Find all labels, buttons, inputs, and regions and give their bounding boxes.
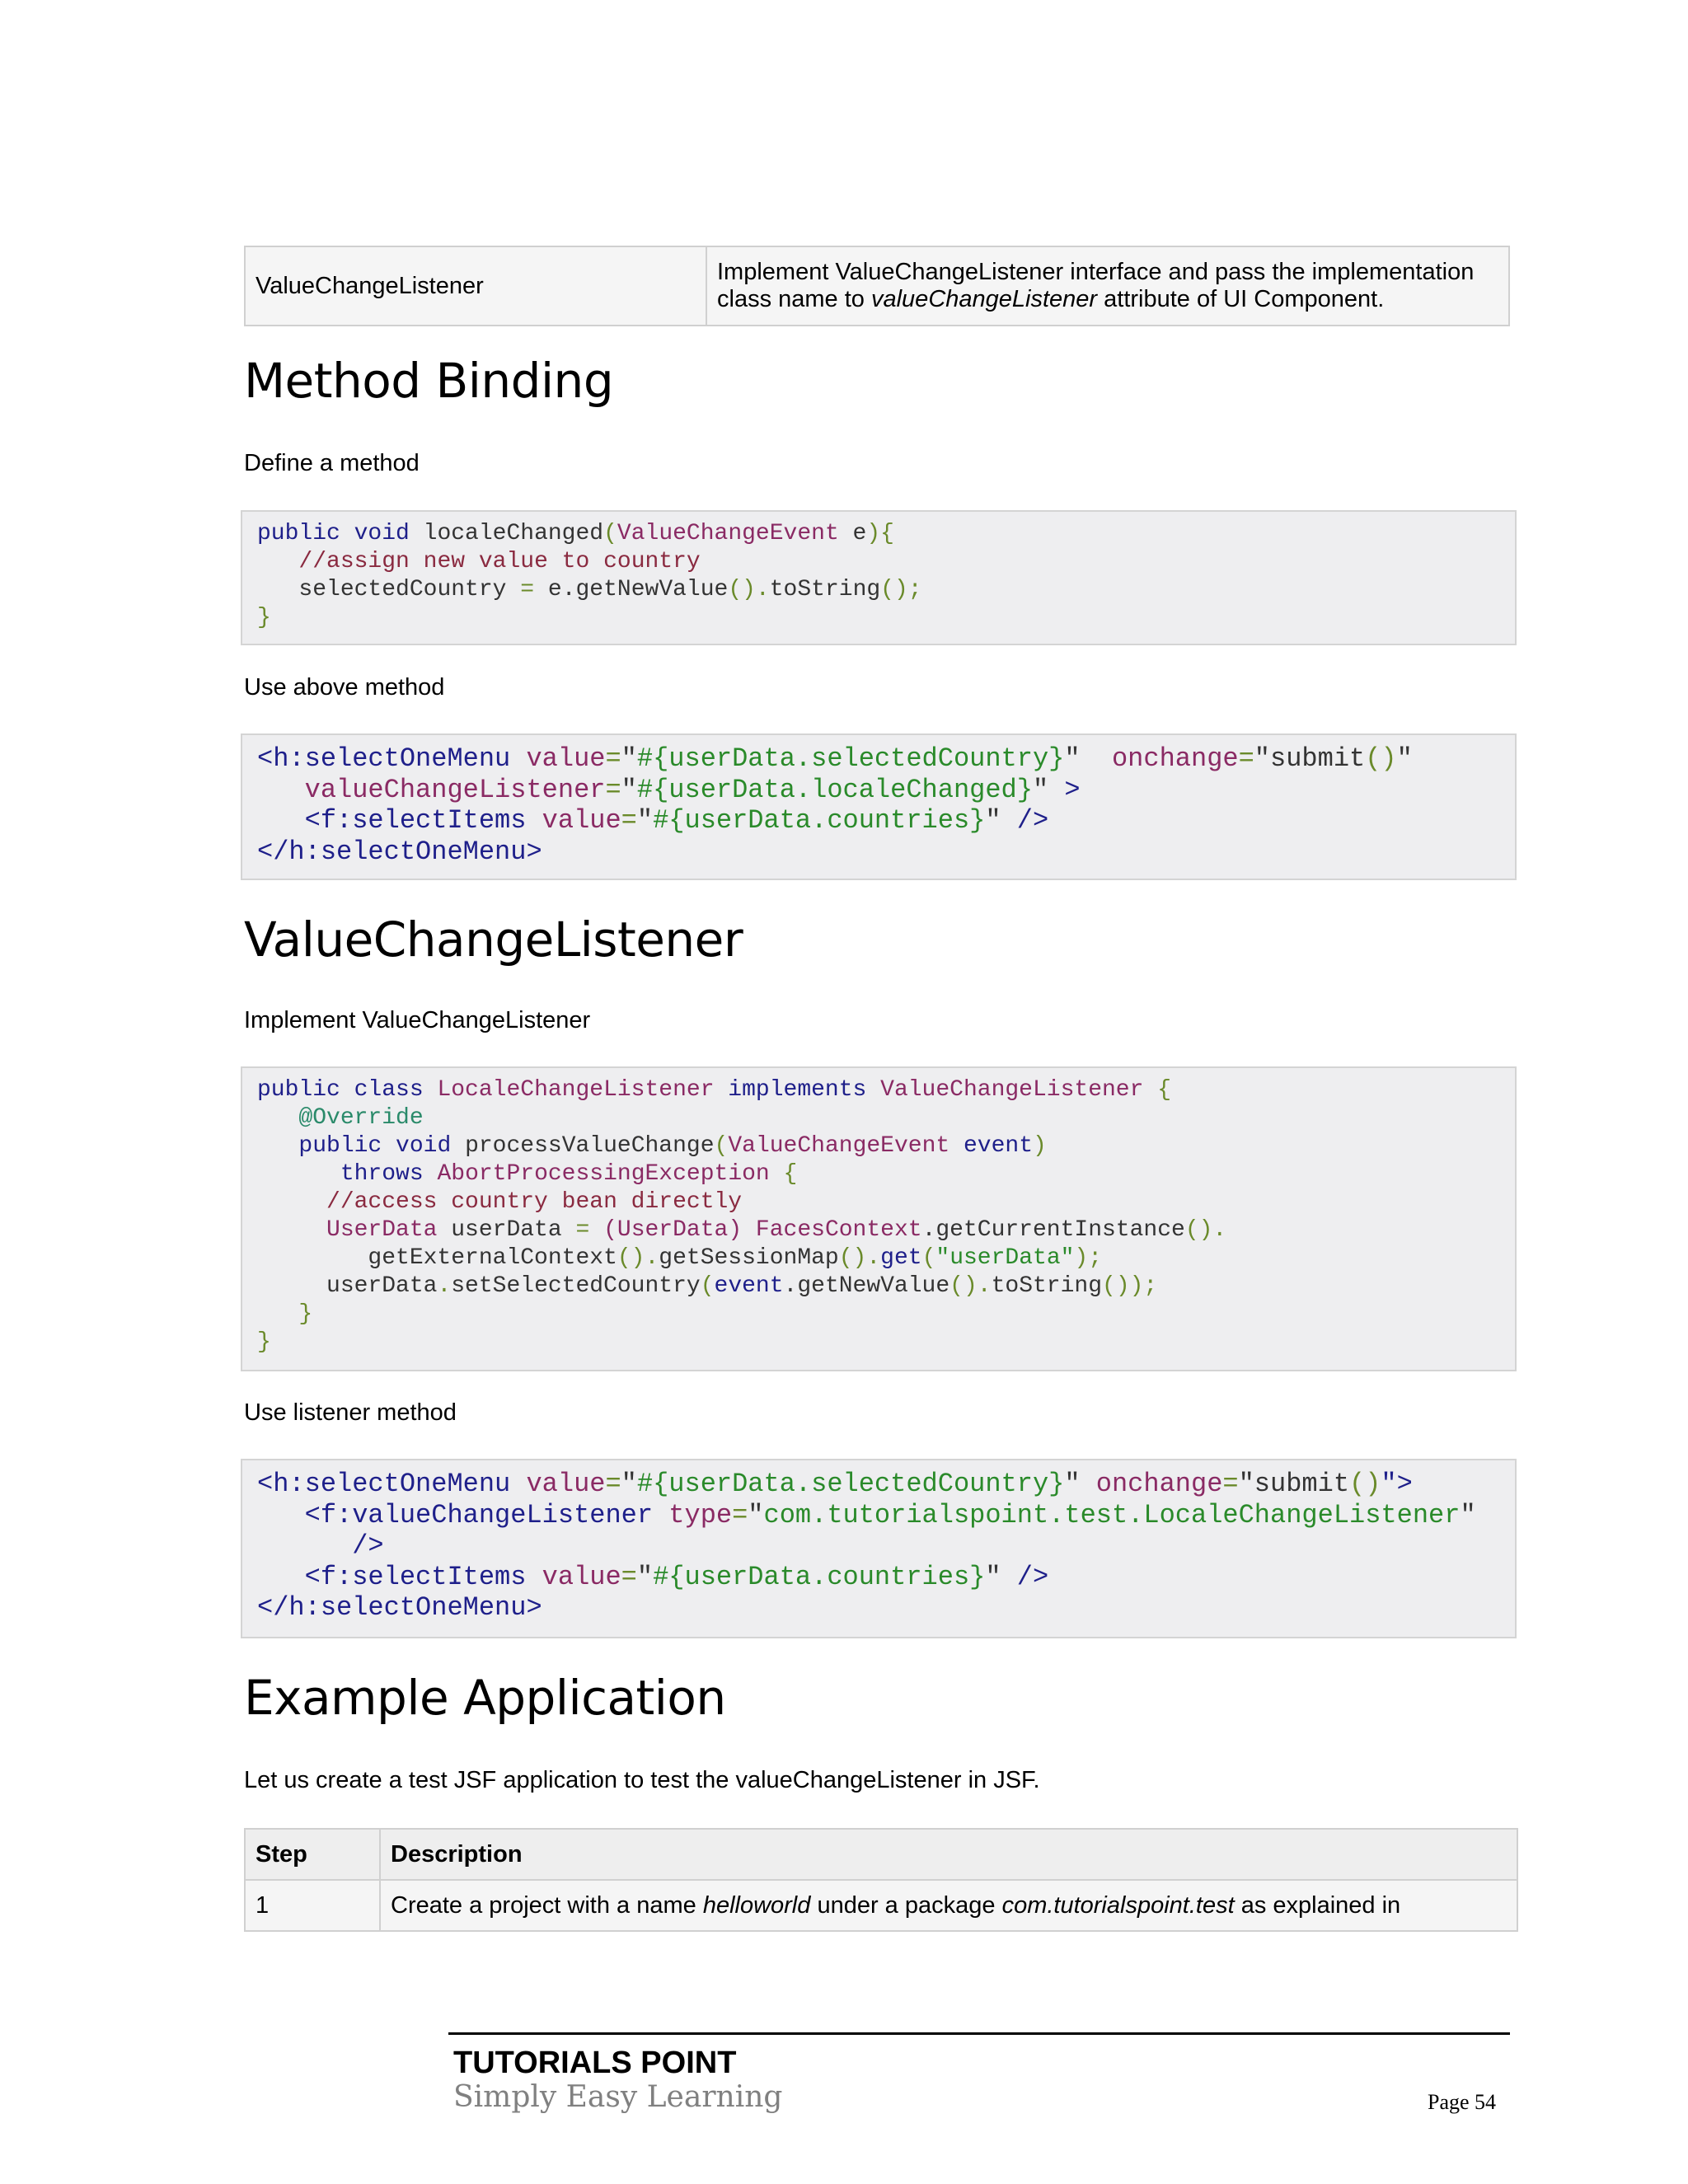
code-line: <h:selectOneMenu value="#{userData.selectedCountry}" onchange="submit()" (257, 743, 1413, 774)
table-cell-type: ValueChangeListener (246, 247, 707, 325)
desc-line-2: class name to valueChangeListener attribute of UI Component. (717, 286, 1385, 312)
code-block-usage (241, 733, 1517, 880)
code-line: getExternalContext().getSessionMap().get("userData"); (368, 1245, 1103, 1271)
text-use-listener: Use listener method (244, 1399, 457, 1426)
code-block-listener-usage (241, 1459, 1517, 1638)
cell-step: 1 (246, 1881, 381, 1930)
code-line: valueChangeListener="#{userData.localeChanged}" > (304, 774, 1081, 805)
code-line: <f:valueChangeListener type="com.tutorialspoint.test.LocaleChangeListener" (304, 1499, 1476, 1530)
code-line: //access country bean directly (326, 1189, 743, 1215)
table-header-row (246, 1830, 1517, 1879)
footer-brand: TUTORIALS POINT (453, 2046, 737, 2080)
table-cell-description (707, 247, 1508, 325)
text-implement-listener: Implement ValueChangeListener (244, 1007, 591, 1033)
code-line: public void localeChanged(ValueChangeEvent e){ (257, 521, 894, 546)
heading-example-application: Example Application (244, 1670, 726, 1726)
code-line: selectedCountry = e.getNewValue().toString(); (298, 577, 922, 602)
footer-tagline: Simply Easy Learning (453, 2080, 783, 2114)
desc-line-1: Implement ValueChangeListener interface and pass the implementation (717, 259, 1475, 285)
code-line: } (298, 1301, 313, 1327)
code-block-listener-class (241, 1066, 1517, 1371)
page-number: Page 54 (1428, 2090, 1497, 2114)
listener-table (244, 246, 1510, 326)
code-line: UserData userData = (UserData) FacesContext.getCurrentInstance(). (326, 1217, 1227, 1243)
code-line: //assign new value to country (298, 549, 701, 574)
code-line: throws AbortProcessingException { (340, 1161, 798, 1187)
steps-table (244, 1828, 1518, 1932)
code-line: <f:selectItems value="#{userData.countries}" /> (304, 1561, 1049, 1592)
header-description: Description (391, 1840, 523, 1868)
text-example-intro: Let us create a test JSF application to test the valueChangeListener in JSF. (244, 1767, 1040, 1793)
table-row (246, 1879, 1517, 1930)
code-line: /> (352, 1530, 384, 1561)
code-line: </h:selectOneMenu> (257, 836, 542, 867)
code-line: public void processValueChange(ValueChangeEvent event) (298, 1133, 1047, 1159)
header-step: Step (246, 1830, 381, 1879)
code-line: <h:selectOneMenu value="#{userData.selectedCountry}" onchange="submit()"> (257, 1469, 1413, 1499)
code-line: @Override (298, 1105, 424, 1131)
heading-method-binding: Method Binding (244, 353, 614, 409)
footer-divider (448, 2032, 1510, 2035)
text-define-method: Define a method (244, 450, 420, 476)
code-line: public class LocaleChangeListener implements ValueChangeListener { (257, 1077, 1172, 1103)
cell-description: Create a project with a name helloworld under a package com.tutorialspoint.test as explained in (391, 1891, 1401, 1919)
code-line: userData.setSelectedCountry(event.getNewValue().toString()); (326, 1273, 1158, 1299)
heading-value-change-listener: ValueChangeListener (244, 912, 743, 968)
code-block-method (241, 510, 1517, 645)
code-line: </h:selectOneMenu> (257, 1592, 542, 1623)
code-line: } (257, 1329, 271, 1355)
code-line: } (257, 605, 271, 630)
code-line: <f:selectItems value="#{userData.countries}" /> (304, 805, 1049, 836)
text-use-above: Use above method (244, 674, 445, 701)
